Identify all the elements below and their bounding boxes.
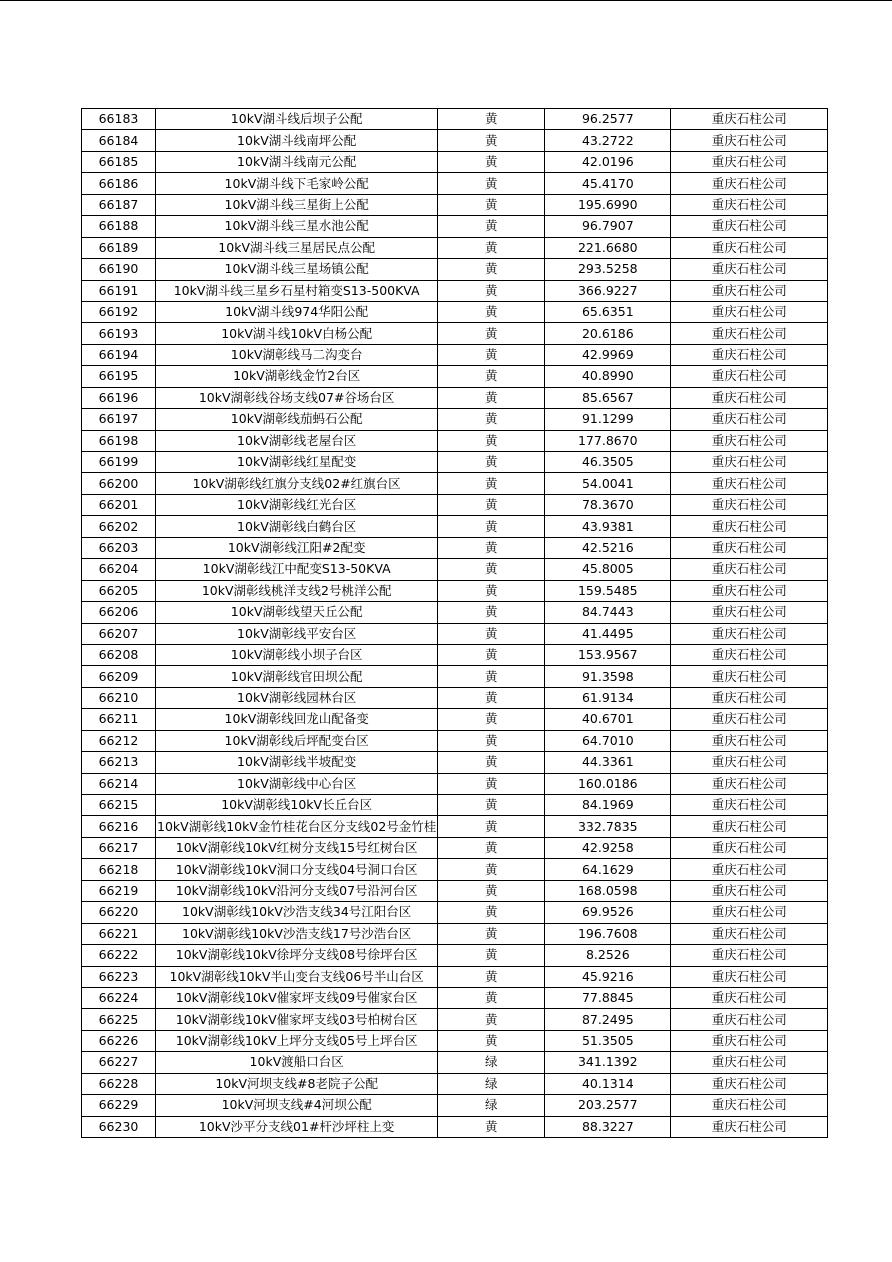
line-name-cell: 10kV湖彰线红星配变: [156, 452, 438, 473]
value-cell: 153.9567: [545, 644, 671, 665]
company-cell: 重庆石柱公司: [671, 216, 828, 237]
table-body: [82, 109, 828, 1138]
level-cell: 黄: [438, 537, 545, 558]
table-row: [82, 387, 828, 408]
value-cell: 42.5216: [545, 537, 671, 558]
company-cell: 重庆石柱公司: [671, 473, 828, 494]
row-id-cell: 66210: [82, 687, 156, 708]
company-cell: 重庆石柱公司: [671, 730, 828, 751]
row-id-cell: 66187: [82, 194, 156, 215]
level-cell: 黄: [438, 366, 545, 387]
company-cell: 重庆石柱公司: [671, 880, 828, 901]
line-name-cell: 10kV湖彰线回龙山配备变: [156, 709, 438, 730]
table-row: [82, 987, 828, 1008]
company-cell: 重庆石柱公司: [671, 323, 828, 344]
table-row: [82, 1009, 828, 1030]
level-cell: 绿: [438, 1095, 545, 1116]
level-cell: 黄: [438, 109, 545, 130]
company-cell: 重庆石柱公司: [671, 151, 828, 172]
row-id-cell: 66185: [82, 151, 156, 172]
table-row: [82, 773, 828, 794]
table-row: [82, 623, 828, 644]
level-cell: 黄: [438, 709, 545, 730]
table-row: [82, 923, 828, 944]
row-id-cell: 66198: [82, 430, 156, 451]
company-cell: 重庆石柱公司: [671, 516, 828, 537]
line-name-cell: 10kV湖彰线半坡配变: [156, 752, 438, 773]
row-id-cell: 66194: [82, 344, 156, 365]
level-cell: 黄: [438, 730, 545, 751]
line-name-cell: 10kV湖斗线后坝子公配: [156, 109, 438, 130]
level-cell: 黄: [438, 859, 545, 880]
row-id-cell: 66205: [82, 580, 156, 601]
line-name-cell: 10kV湖彰线白鹤台区: [156, 516, 438, 537]
row-id-cell: 66216: [82, 816, 156, 837]
line-name-cell: 10kV湖彰线园林台区: [156, 687, 438, 708]
level-cell: 黄: [438, 773, 545, 794]
level-cell: 黄: [438, 494, 545, 515]
line-name-cell: 10kV湖彰线官田坝公配: [156, 666, 438, 687]
value-cell: 69.9526: [545, 902, 671, 923]
table-row: [82, 430, 828, 451]
level-cell: 黄: [438, 945, 545, 966]
table-row: [82, 730, 828, 751]
level-cell: 绿: [438, 1073, 545, 1094]
level-cell: 黄: [438, 795, 545, 816]
value-cell: 91.1299: [545, 409, 671, 430]
value-cell: 84.1969: [545, 795, 671, 816]
line-name-cell: 10kV渡船口台区: [156, 1052, 438, 1073]
line-name-cell: 10kV湖彰线10kV徐坪分支线08号徐坪台区: [156, 945, 438, 966]
value-cell: 293.5258: [545, 259, 671, 280]
value-cell: 177.8670: [545, 430, 671, 451]
value-cell: 160.0186: [545, 773, 671, 794]
row-id-cell: 66220: [82, 902, 156, 923]
table-row: [82, 109, 828, 130]
line-name-cell: 10kV湖彰线江中配变S13-50KVA: [156, 559, 438, 580]
company-cell: 重庆石柱公司: [671, 752, 828, 773]
level-cell: 黄: [438, 752, 545, 773]
row-id-cell: 66211: [82, 709, 156, 730]
company-cell: 重庆石柱公司: [671, 452, 828, 473]
line-name-cell: 10kV湖斗线南元公配: [156, 151, 438, 172]
table-row: [82, 709, 828, 730]
level-cell: 黄: [438, 151, 545, 172]
value-cell: 45.8005: [545, 559, 671, 580]
table-row: [82, 902, 828, 923]
value-cell: 84.7443: [545, 602, 671, 623]
value-cell: 87.2495: [545, 1009, 671, 1030]
value-cell: 46.3505: [545, 452, 671, 473]
level-cell: 黄: [438, 430, 545, 451]
table-row: [82, 1073, 828, 1094]
row-id-cell: 66215: [82, 795, 156, 816]
table-row: [82, 580, 828, 601]
company-cell: 重庆石柱公司: [671, 902, 828, 923]
value-cell: 96.2577: [545, 109, 671, 130]
line-name-cell: 10kV湖斗线三星街上公配: [156, 194, 438, 215]
company-cell: 重庆石柱公司: [671, 623, 828, 644]
level-cell: 黄: [438, 280, 545, 301]
value-cell: 195.6990: [545, 194, 671, 215]
value-cell: 44.3361: [545, 752, 671, 773]
table-row: [82, 752, 828, 773]
row-id-cell: 66186: [82, 173, 156, 194]
company-cell: 重庆石柱公司: [671, 987, 828, 1008]
row-id-cell: 66222: [82, 945, 156, 966]
value-cell: 41.4495: [545, 623, 671, 644]
company-cell: 重庆石柱公司: [671, 344, 828, 365]
line-name-cell: 10kV湖彰线10kV半山变台支线06号半山台区: [156, 966, 438, 987]
level-cell: 黄: [438, 559, 545, 580]
line-name-cell: 10kV湖斗线三星居民点公配: [156, 237, 438, 258]
table-row: [82, 259, 828, 280]
level-cell: 黄: [438, 216, 545, 237]
table-row: [82, 151, 828, 172]
table-row: [82, 644, 828, 665]
level-cell: 黄: [438, 1030, 545, 1051]
company-cell: 重庆石柱公司: [671, 109, 828, 130]
value-cell: 20.6186: [545, 323, 671, 344]
value-cell: 45.4170: [545, 173, 671, 194]
table-row: [82, 966, 828, 987]
table-row: [82, 880, 828, 901]
row-id-cell: 66200: [82, 473, 156, 494]
line-name-cell: 10kV湖彰线10kV长丘台区: [156, 795, 438, 816]
value-cell: 45.9216: [545, 966, 671, 987]
row-id-cell: 66226: [82, 1030, 156, 1051]
level-cell: 黄: [438, 237, 545, 258]
level-cell: 黄: [438, 816, 545, 837]
company-cell: 重庆石柱公司: [671, 923, 828, 944]
line-name-cell: 10kV湖彰线10kV沿河分支线07号沿河台区: [156, 880, 438, 901]
company-cell: 重庆石柱公司: [671, 709, 828, 730]
value-cell: 341.1392: [545, 1052, 671, 1073]
level-cell: 黄: [438, 666, 545, 687]
line-name-cell: 10kV湖彰线10kV沙浩支线17号沙浩台区: [156, 923, 438, 944]
level-cell: 黄: [438, 602, 545, 623]
level-cell: 黄: [438, 687, 545, 708]
row-id-cell: 66188: [82, 216, 156, 237]
table-row: [82, 687, 828, 708]
value-cell: 42.9258: [545, 837, 671, 858]
line-name-cell: 10kV河坝支线#8老院子公配: [156, 1073, 438, 1094]
company-cell: 重庆石柱公司: [671, 1095, 828, 1116]
table-row: [82, 1052, 828, 1073]
company-cell: 重庆石柱公司: [671, 259, 828, 280]
company-cell: 重庆石柱公司: [671, 687, 828, 708]
table-row: [82, 537, 828, 558]
table-row: [82, 816, 828, 837]
table-row: [82, 666, 828, 687]
row-id-cell: 66218: [82, 859, 156, 880]
row-id-cell: 66201: [82, 494, 156, 515]
line-name-cell: 10kV湖彰线望天丘公配: [156, 602, 438, 623]
row-id-cell: 66206: [82, 602, 156, 623]
value-cell: 43.2722: [545, 130, 671, 151]
table-row: [82, 301, 828, 322]
company-cell: 重庆石柱公司: [671, 837, 828, 858]
table-row: [82, 837, 828, 858]
level-cell: 黄: [438, 1009, 545, 1030]
level-cell: 黄: [438, 323, 545, 344]
row-id-cell: 66196: [82, 387, 156, 408]
row-id-cell: 66225: [82, 1009, 156, 1030]
row-id-cell: 66227: [82, 1052, 156, 1073]
level-cell: 黄: [438, 580, 545, 601]
row-id-cell: 66229: [82, 1095, 156, 1116]
value-cell: 85.6567: [545, 387, 671, 408]
company-cell: 重庆石柱公司: [671, 1116, 828, 1137]
value-cell: 40.1314: [545, 1073, 671, 1094]
level-cell: 黄: [438, 1116, 545, 1137]
row-id-cell: 66219: [82, 880, 156, 901]
company-cell: 重庆石柱公司: [671, 280, 828, 301]
row-id-cell: 66209: [82, 666, 156, 687]
level-cell: 黄: [438, 173, 545, 194]
row-id-cell: 66208: [82, 644, 156, 665]
table-row: [82, 173, 828, 194]
row-id-cell: 66224: [82, 987, 156, 1008]
company-cell: 重庆石柱公司: [671, 301, 828, 322]
company-cell: 重庆石柱公司: [671, 237, 828, 258]
level-cell: 黄: [438, 623, 545, 644]
table-row: [82, 323, 828, 344]
company-cell: 重庆石柱公司: [671, 366, 828, 387]
value-cell: 77.8845: [545, 987, 671, 1008]
line-name-cell: 10kV湖彰线谷场支线07#谷场台区: [156, 387, 438, 408]
line-name-cell: 10kV湖彰线老屋台区: [156, 430, 438, 451]
value-cell: 196.7608: [545, 923, 671, 944]
line-name-cell: 10kV湖彰线红光台区: [156, 494, 438, 515]
row-id-cell: 66192: [82, 301, 156, 322]
value-cell: 64.1629: [545, 859, 671, 880]
row-id-cell: 66230: [82, 1116, 156, 1137]
line-name-cell: 10kV湖彰线小坝子台区: [156, 644, 438, 665]
line-name-cell: 10kV湖斗线三星场镇公配: [156, 259, 438, 280]
line-name-cell: 10kV湖彰线红旗分支线02#红旗台区: [156, 473, 438, 494]
level-cell: 黄: [438, 923, 545, 944]
table-row: [82, 1116, 828, 1137]
company-cell: 重庆石柱公司: [671, 494, 828, 515]
level-cell: 绿: [438, 1052, 545, 1073]
table-row: [82, 344, 828, 365]
level-cell: 黄: [438, 387, 545, 408]
company-cell: 重庆石柱公司: [671, 194, 828, 215]
line-name-cell: 10kV湖斗线三星乡石星村箱变S13-500KVA: [156, 280, 438, 301]
row-id-cell: 66184: [82, 130, 156, 151]
table-row: [82, 494, 828, 515]
company-cell: 重庆石柱公司: [671, 966, 828, 987]
value-cell: 43.9381: [545, 516, 671, 537]
level-cell: 黄: [438, 409, 545, 430]
table-row: [82, 194, 828, 215]
level-cell: 黄: [438, 902, 545, 923]
row-id-cell: 66190: [82, 259, 156, 280]
value-cell: 40.6701: [545, 709, 671, 730]
line-name-cell: 10kV河坝支线#4河坝公配: [156, 1095, 438, 1116]
company-cell: 重庆石柱公司: [671, 1009, 828, 1030]
value-cell: 96.7907: [545, 216, 671, 237]
table-row: [82, 473, 828, 494]
company-cell: 重庆石柱公司: [671, 1052, 828, 1073]
company-cell: 重庆石柱公司: [671, 1030, 828, 1051]
table-row: [82, 516, 828, 537]
table-row: [82, 945, 828, 966]
data-table: [81, 108, 828, 1138]
value-cell: 91.3598: [545, 666, 671, 687]
level-cell: 黄: [438, 301, 545, 322]
value-cell: 64.7010: [545, 730, 671, 751]
row-id-cell: 66199: [82, 452, 156, 473]
value-cell: 159.5485: [545, 580, 671, 601]
value-cell: 51.3505: [545, 1030, 671, 1051]
row-id-cell: 66193: [82, 323, 156, 344]
level-cell: 黄: [438, 473, 545, 494]
line-name-cell: 10kV湖斗线三星水池公配: [156, 216, 438, 237]
line-name-cell: 10kV湖斗线下毛家岭公配: [156, 173, 438, 194]
line-name-cell: 10kV湖彰线茄蚂石公配: [156, 409, 438, 430]
page-top-rule: [0, 0, 892, 1]
table-row: [82, 602, 828, 623]
table-row: [82, 1030, 828, 1051]
table-row: [82, 409, 828, 430]
row-id-cell: 66217: [82, 837, 156, 858]
company-cell: 重庆石柱公司: [671, 1073, 828, 1094]
row-id-cell: 66197: [82, 409, 156, 430]
company-cell: 重庆石柱公司: [671, 430, 828, 451]
value-cell: 40.8990: [545, 366, 671, 387]
company-cell: 重庆石柱公司: [671, 409, 828, 430]
row-id-cell: 66214: [82, 773, 156, 794]
value-cell: 54.0041: [545, 473, 671, 494]
level-cell: 黄: [438, 130, 545, 151]
row-id-cell: 66183: [82, 109, 156, 130]
row-id-cell: 66203: [82, 537, 156, 558]
table-row: [82, 280, 828, 301]
line-name-cell: 10kV湖彰线10kV沙浩支线34号江阳台区: [156, 902, 438, 923]
line-name-cell: 10kV湖彰线10kV红树分支线15号红树台区: [156, 837, 438, 858]
company-cell: 重庆石柱公司: [671, 173, 828, 194]
line-name-cell: 10kV湖彰线金竹2台区: [156, 366, 438, 387]
table-row: [82, 1095, 828, 1116]
table-row: [82, 366, 828, 387]
table-row: [82, 452, 828, 473]
table-row: [82, 795, 828, 816]
company-cell: 重庆石柱公司: [671, 644, 828, 665]
row-id-cell: 66191: [82, 280, 156, 301]
row-id-cell: 66189: [82, 237, 156, 258]
line-name-cell: 10kV湖斗线南坪公配: [156, 130, 438, 151]
line-name-cell: 10kV湖彰线桃洋支线2号桃洋公配: [156, 580, 438, 601]
company-cell: 重庆石柱公司: [671, 859, 828, 880]
company-cell: 重庆石柱公司: [671, 602, 828, 623]
level-cell: 黄: [438, 987, 545, 1008]
value-cell: 8.2526: [545, 945, 671, 966]
level-cell: 黄: [438, 966, 545, 987]
value-cell: 203.2577: [545, 1095, 671, 1116]
company-cell: 重庆石柱公司: [671, 945, 828, 966]
table-row: [82, 216, 828, 237]
level-cell: 黄: [438, 516, 545, 537]
line-name-cell: 10kV湖彰线10kV上坪分支线05号上坪台区: [156, 1030, 438, 1051]
line-name-cell: 10kV湖彰线中心台区: [156, 773, 438, 794]
value-cell: 65.6351: [545, 301, 671, 322]
company-cell: 重庆石柱公司: [671, 816, 828, 837]
row-id-cell: 66202: [82, 516, 156, 537]
company-cell: 重庆石柱公司: [671, 795, 828, 816]
value-cell: 88.3227: [545, 1116, 671, 1137]
line-name-cell: 10kV湖斗线10kV白杨公配: [156, 323, 438, 344]
company-cell: 重庆石柱公司: [671, 666, 828, 687]
company-cell: 重庆石柱公司: [671, 559, 828, 580]
line-name-cell: 10kV湖彰线江阳#2配变: [156, 537, 438, 558]
value-cell: 332.7835: [545, 816, 671, 837]
value-cell: 78.3670: [545, 494, 671, 515]
company-cell: 重庆石柱公司: [671, 130, 828, 151]
level-cell: 黄: [438, 452, 545, 473]
row-id-cell: 66213: [82, 752, 156, 773]
value-cell: 42.9969: [545, 344, 671, 365]
line-name-cell: 10kV湖斗线974华阳公配: [156, 301, 438, 322]
level-cell: 黄: [438, 880, 545, 901]
company-cell: 重庆石柱公司: [671, 387, 828, 408]
row-id-cell: 66204: [82, 559, 156, 580]
line-name-cell: 10kV湖彰线后坪配变台区: [156, 730, 438, 751]
level-cell: 黄: [438, 259, 545, 280]
line-name-cell: 10kV湖彰线平安台区: [156, 623, 438, 644]
level-cell: 黄: [438, 644, 545, 665]
value-cell: 366.9227: [545, 280, 671, 301]
row-id-cell: 66195: [82, 366, 156, 387]
table-row: [82, 559, 828, 580]
row-id-cell: 66207: [82, 623, 156, 644]
value-cell: 221.6680: [545, 237, 671, 258]
row-id-cell: 66212: [82, 730, 156, 751]
table-row: [82, 130, 828, 151]
level-cell: 黄: [438, 344, 545, 365]
line-name-cell: 10kV湖彰线10kV洞口分支线04号洞口台区: [156, 859, 438, 880]
table-row: [82, 237, 828, 258]
row-id-cell: 66223: [82, 966, 156, 987]
line-name-cell: 10kV湖彰线10kV金竹桂花台区分支线02号金竹桂: [156, 816, 438, 837]
row-id-cell: 66221: [82, 923, 156, 944]
row-id-cell: 66228: [82, 1073, 156, 1094]
level-cell: 黄: [438, 194, 545, 215]
value-cell: 61.9134: [545, 687, 671, 708]
company-cell: 重庆石柱公司: [671, 773, 828, 794]
line-name-cell: 10kV湖彰线10kV催家坪支线09号催家台区: [156, 987, 438, 1008]
line-name-cell: 10kV湖彰线马二沟变台: [156, 344, 438, 365]
value-cell: 168.0598: [545, 880, 671, 901]
line-name-cell: 10kV湖彰线10kV催家坪支线03号柏树台区: [156, 1009, 438, 1030]
level-cell: 黄: [438, 837, 545, 858]
table-row: [82, 859, 828, 880]
line-name-cell: 10kV沙平分支线01#杆沙坪柱上变: [156, 1116, 438, 1137]
company-cell: 重庆石柱公司: [671, 580, 828, 601]
company-cell: 重庆石柱公司: [671, 537, 828, 558]
value-cell: 42.0196: [545, 151, 671, 172]
